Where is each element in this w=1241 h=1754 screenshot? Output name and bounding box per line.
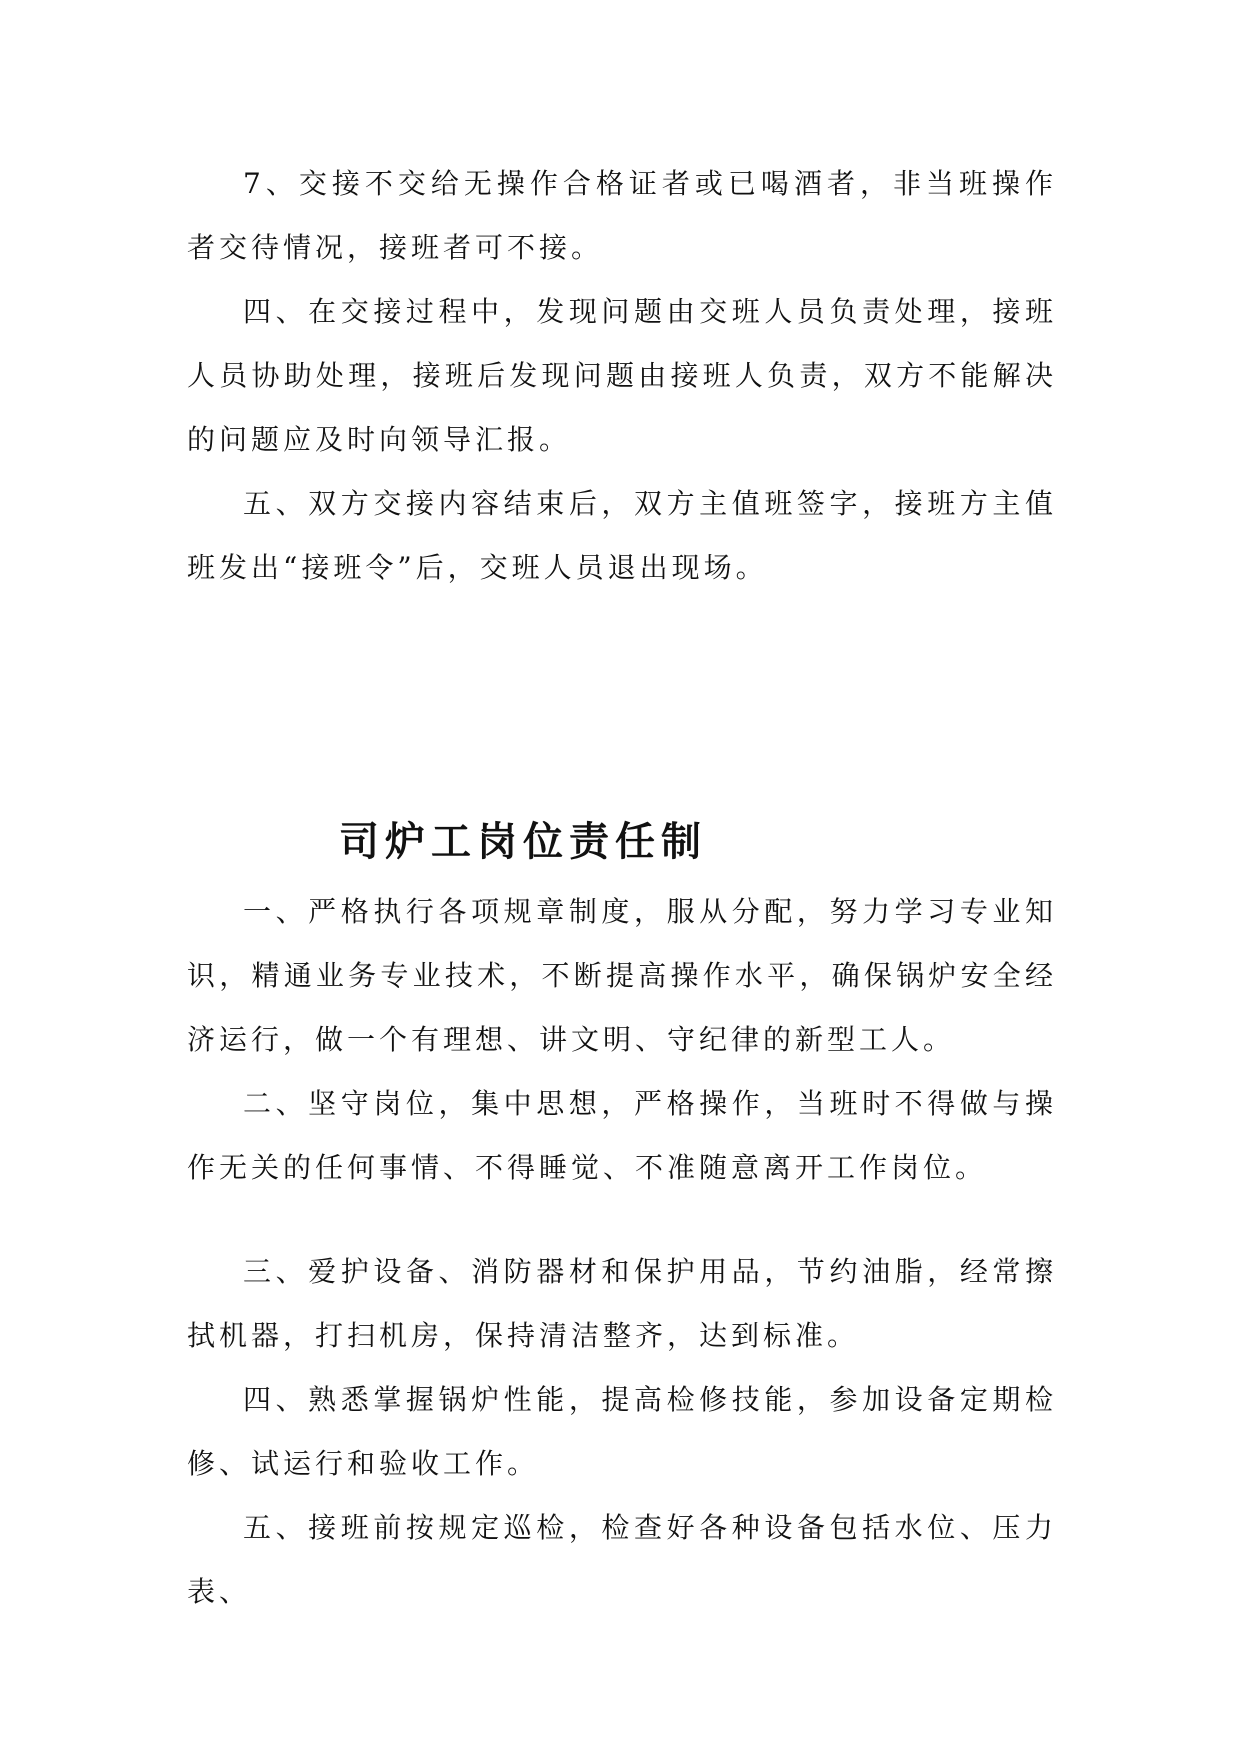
paragraph-rule-5: 五、双方交接内容结束后，双方主值班签字，接班方主值班发出“接班令”后，交班人员退出现场。 bbox=[187, 487, 1057, 584]
paragraph-duty-2: 二、坚守岗位，集中思想，严格操作，当班时不得做与操作无关的任何事情、不得睡觉、不准随意离开工作岗位。 bbox=[187, 1087, 1057, 1184]
handover-rules-section bbox=[187, 152, 1057, 600]
paragraph-duty-1: 一、严格执行各项规章制度，服从分配，努力学习专业知识，精通业务专业技术，不断提高操作水平，确保锅炉安全经济运行，做一个有理想、讲文明、守纪律的新型工人。 bbox=[187, 895, 1057, 1056]
paragraph-duty-5: 五、接班前按规定巡检，检查好各种设备包括水位、压力表、 bbox=[187, 1511, 1057, 1608]
paragraph-rule-4: 四、在交接过程中，发现问题由交班人员负责处理，接班人员协助处理，接班后发现问题由接班人负责，双方不能解决的问题应及时向领导汇报。 bbox=[187, 295, 1057, 456]
stoker-duties-section-part-1 bbox=[187, 880, 1057, 1200]
paragraph-rule-7: 7、交接不交给无操作合格证者或已喝酒者，非当班操作者交待情况，接班者可不接。 bbox=[187, 167, 1057, 264]
stoker-duties-section-part-2 bbox=[187, 1240, 1057, 1624]
section-title: 司炉工岗位责任制 bbox=[339, 819, 707, 865]
paragraph-duty-3: 三、爱护设备、消防器材和保护用品，节约油脂，经常擦拭机器，打扫机房，保持清洁整齐，达到标准。 bbox=[187, 1255, 1057, 1352]
paragraph-duty-4: 四、熟悉掌握锅炉性能，提高检修技能，参加设备定期检修、试运行和验收工作。 bbox=[187, 1383, 1057, 1480]
